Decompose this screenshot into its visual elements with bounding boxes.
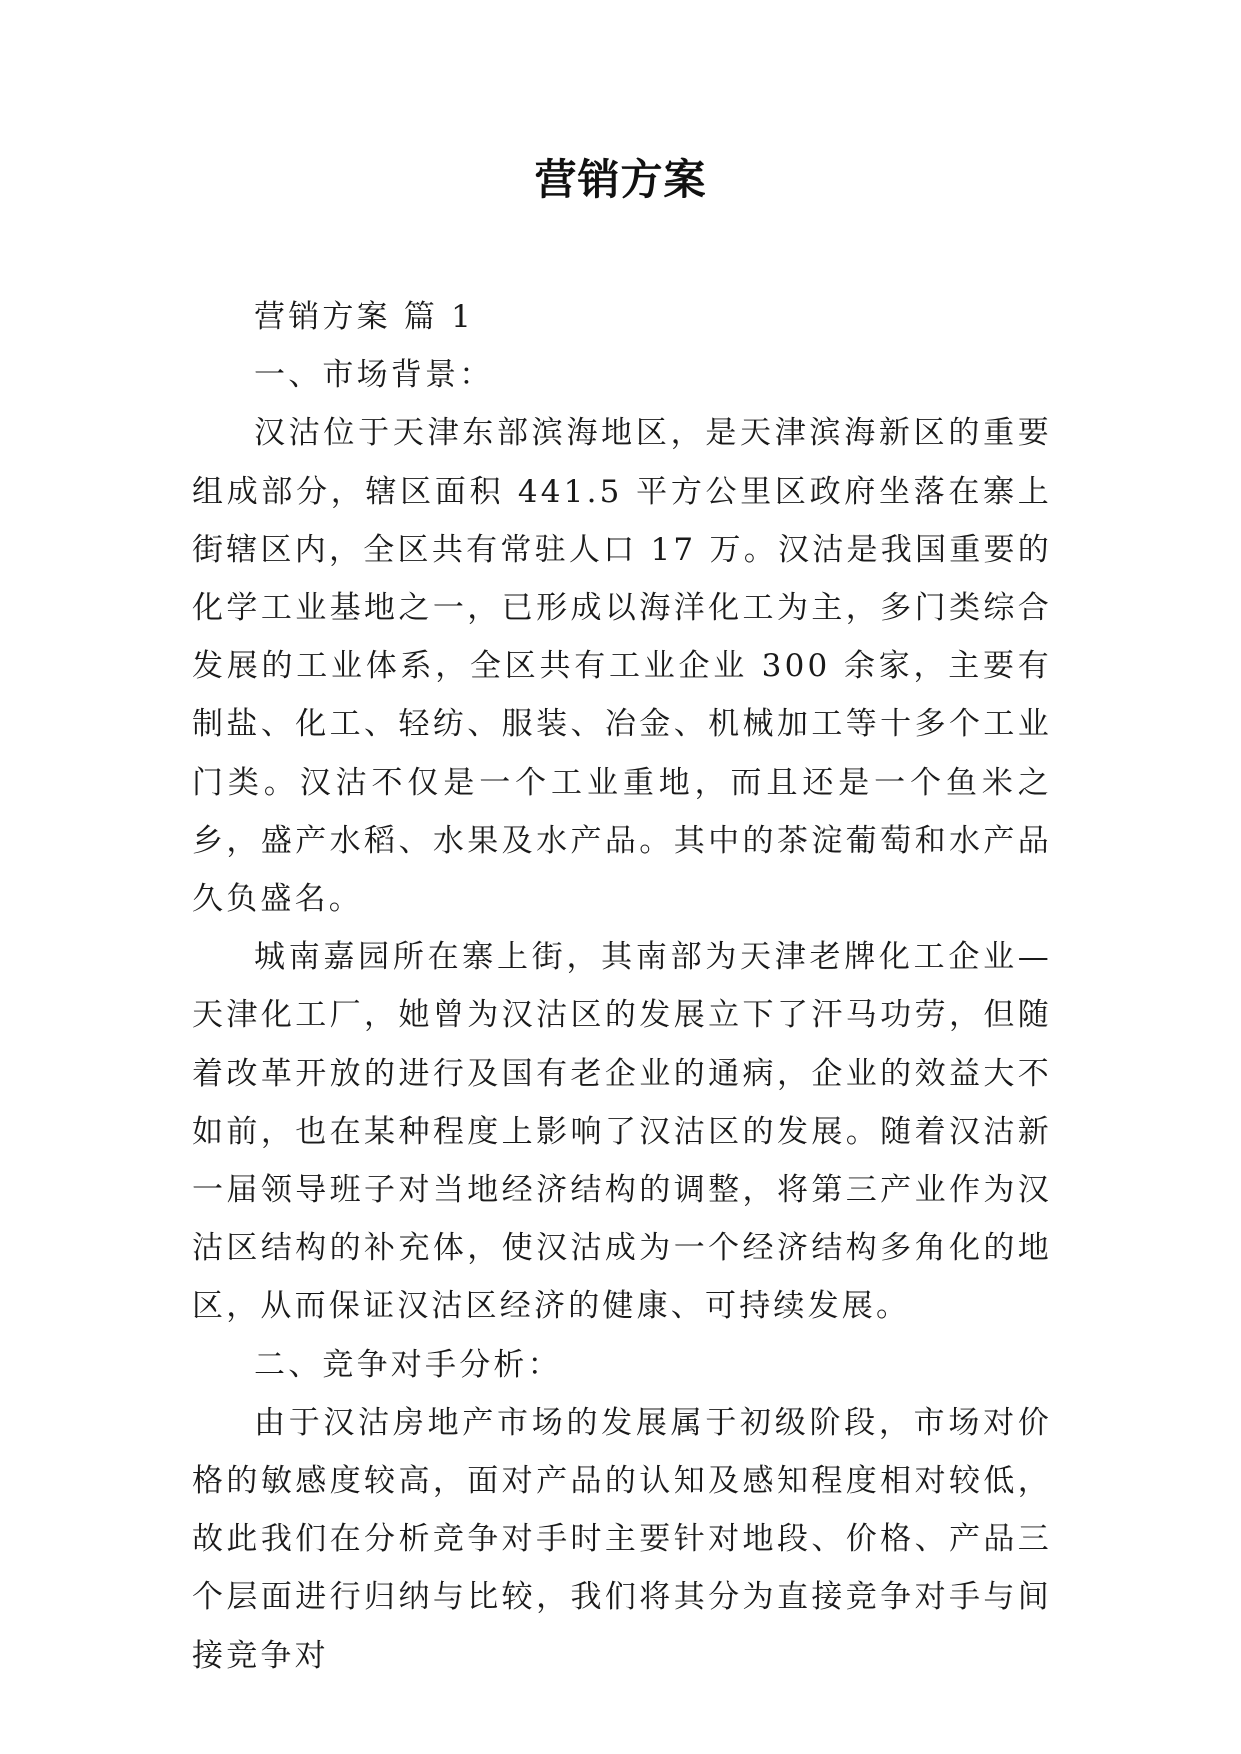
body-paragraph: 汉沽位于天津东部滨海地区，是天津滨海新区的重要组成部分，辖区面积 441.5 平方公里区政府坐落在寨上街辖区内，全区共有常驻人口 17 万。汉沽是我国重要的化学工业基地之一，已形成以海洋化工为主，多门类综合发展的工业体系，全区共有工业企业 300 余家，主要有制盐、化工、轻纺、服装、冶金、机械加工等十多个工业门类。汉沽不仅是一个工业重地，而且还是一个鱼米之乡，盛产水稻、水果及水产品。其中的茶淀葡萄和水产品久负盛名。 [192, 415, 1052, 918]
subsection-heading: 二、竞争对手分析： [254, 1346, 562, 1383]
subsection-heading: 一、市场背景： [254, 357, 494, 394]
section-heading: 营销方案 篇 1 [254, 299, 475, 335]
body-paragraph: 由于汉沽房地产市场的发展属于初级阶段，市场对价格的敏感度较高，面对产品的认知及感知程度相对较低，故此我们在分析竞争对手时主要针对地段、价格、产品三个层面进行归纳与比较，我们将其分为直接竞争对手与间接竞争对 [192, 1404, 1052, 1674]
document-body [192, 288, 1052, 1685]
document-title: 营销方案 [534, 155, 707, 204]
body-paragraph: 城南嘉园所在寨上街，其南部为天津老牌化工企业—天津化工厂，她曾为汉沽区的发展立下了汗马功劳，但随着改革开放的进行及国有老企业的通病，企业的效益大不如前，也在某种程度上影响了汉沽区的发展。随着汉沽新一届领导班子对当地经济结构的调整，将第三产业作为汉沽区结构的补充体，使汉沽成为一个经济结构多角化的地区，从而保证汉沽区经济的健康、可持续发展。 [192, 939, 1052, 1325]
